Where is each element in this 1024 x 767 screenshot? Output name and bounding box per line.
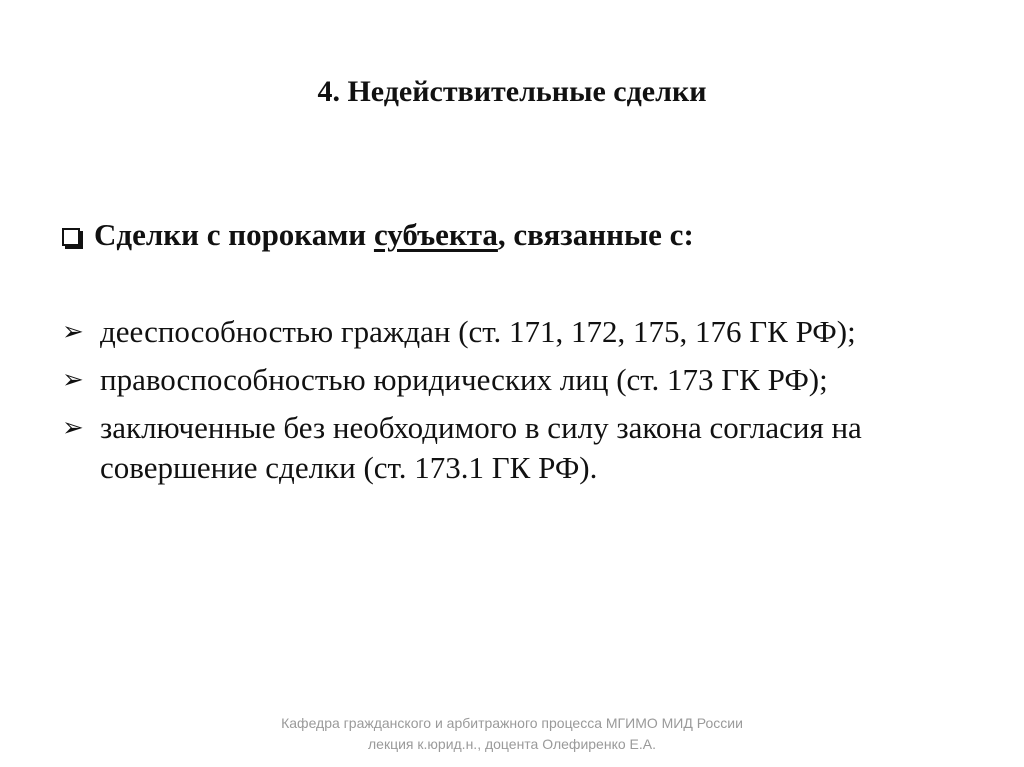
arrow-right-icon: ➢ [62, 365, 84, 395]
arrow-right-icon: ➢ [62, 317, 84, 347]
bullet-list [62, 312, 982, 496]
list-item [62, 312, 982, 352]
list-item-text: заключенные без необходимого в силу закона согласия на совершение сделки (ст. 173.1 ГК РФ). [100, 410, 862, 485]
arrow-right-icon: ➢ [62, 413, 84, 443]
slide-title: 4. Недействительные сделки [317, 75, 707, 108]
checkbox-icon [62, 228, 80, 246]
heading-suffix: , связанные с: [497, 217, 694, 252]
heading-underlined-word: субъекта [373, 217, 498, 252]
section-heading [62, 216, 694, 254]
list-item-text: дееспособностью граждан (ст. 171, 172, 175, 176 ГК РФ); [100, 314, 856, 349]
footer-line-1: Кафедра гражданского и арбитражного процесса МГИМО МИД России [281, 715, 743, 731]
list-item [62, 360, 982, 400]
list-item [62, 408, 982, 488]
heading-prefix: Сделки с пороками [94, 217, 374, 252]
list-item-text: правоспособностью юридических лиц (ст. 173 ГК РФ); [100, 362, 828, 397]
slide-footer [0, 713, 1024, 755]
footer-line-2: лекция к.юрид.н., доцента Олефиренко Е.А. [368, 736, 656, 752]
